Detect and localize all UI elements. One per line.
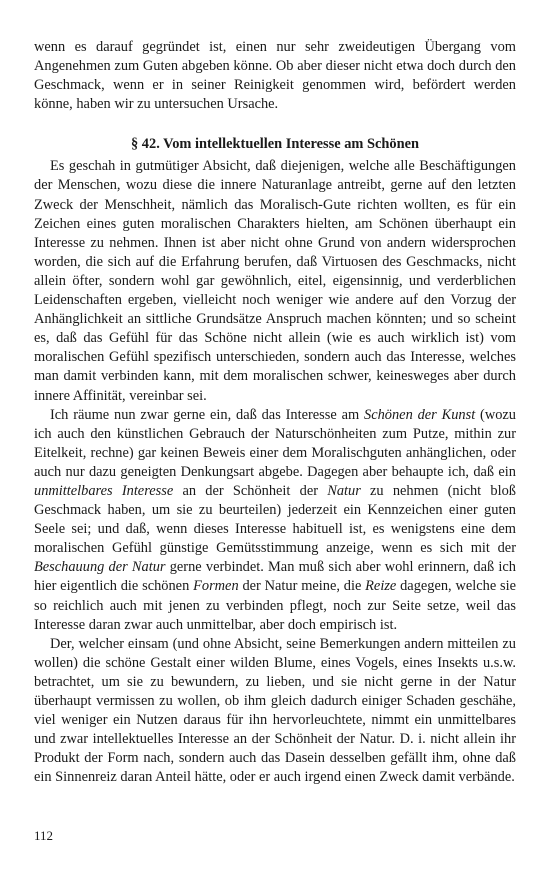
body-paragraph-2	[34, 406, 516, 635]
body-paragraph-3	[34, 635, 516, 788]
text-run: (wozu ich auch den künstlichen Gebrauch der Naturschönheiten zum Putze, mithin zur Eitelkeit, rechne) gar keinen Beweis einer dem Moralischguten anhänglichen, oder auch nur dazu geneigten Denkungsart abgebe. Dagegen aber behaupte ich, daß ein	[34, 406, 516, 480]
text-run: dagegen, welche sie so reichlich auch mit jenen zu verbinden pflegt, noch zur Seite setze, weil das Interesse daran zwar auch unmittelbar, aber doch empirisch ist.	[34, 578, 516, 633]
emphasized-text: unmittelbares Interesse	[34, 482, 174, 499]
section-heading: § 42. Vom intellektuellen Interesse am Schönen	[131, 136, 419, 153]
text-run: wenn es darauf gegründet ist, einen nur sehr zweideutigen Übergang vom Angenehmen zum Guten abgeben könne. Ob aber dieser nicht etwa doch durch den Geschmack, wenn er in seiner Reinigkeit genommen wird, befördert werden könne, haben wir zu untersuchen Ursache.	[34, 39, 516, 113]
emphasized-text: Schönen der Kunst	[364, 406, 476, 423]
body-paragraph-1	[34, 157, 516, 405]
text-run: gerne verbindet. Man muß sich aber wohl erinnern, daß ich hier eigentlich die schönen	[34, 559, 516, 595]
page-number: 112	[34, 828, 54, 843]
emphasized-text: Reize	[365, 578, 397, 595]
text-run: Der, welcher einsam (und ohne Absicht, seine Bemerkungen andern mitteilen zu wollen) die schöne Gestalt einer wilden Blume, eines Vogels, eines Insekts u.s.w. betrachtet, um sie zu bewundern, zu lieben, und sie nicht gerne in der Natur überhaupt vermissen zu wollen, ob ihm gleich dadurch einiger Schaden geschähe, viel weniger ein Nutzen daraus für ihn hervorleuchtete, nimmt ein unmittelbares und zwar intellektuelles Interesse an der Schönheit der Natur. D. i. nicht allein ihr Produkt der Form nach, sondern auch das Dasein desselben gefällt ihm, ohne daß ein Sinnenreiz daran Anteil hätte, oder er auch irgend einen Zweck damit verbände.	[34, 635, 516, 786]
paragraph-text	[34, 38, 516, 114]
text-run: an der Schönheit der	[173, 482, 328, 499]
emphasized-text: Beschauung der Natur	[34, 559, 166, 576]
text-run: Es geschah in gutmütiger Absicht, daß diejenigen, welche alle Beschäftigungen der Menschen, wozu diese die innere Naturanlage antreibt, gerne auf den letzten Zweck der Menschheit, nämlich das Moralisch-Gute richten wollten, es für ein Zeichen eines guten moralischen Charakters hielten, am Schönen überhaupt ein Interesse zu nehmen. Ihnen ist aber nicht ohne Grund von andern widersprochen worden, die sich auf die Erfahrung berufen, daß Virtuosen des Geschmacks, nicht allein öfter, sondern wohl gar gewöhnlich, eitel, eigensinnig, und verderblichen Leidenschaften ergeben, vielleicht noch weniger wie andere auf den Vorzug der Anhänglichkeit an sittliche Grundsätze Anspruch machen könnten; und so scheint es, daß das Gefühl für das Schöne nicht allein (wie es auch wirklich ist) vom moralischen Gefühl spezifisch unterschieden, sondern auch das Interesse, welches man damit verbinden kann, mit dem moralischen schwer, keinesweges aber durch innere Affinität, vereinbar sei.	[34, 158, 516, 404]
paragraph-text	[34, 635, 516, 788]
opening-paragraph	[34, 38, 516, 114]
text-run: der Natur meine, die	[238, 578, 366, 595]
emphasized-text: Formen	[193, 578, 239, 595]
text-run: Ich räume nun zwar gerne ein, daß das Interesse am	[50, 406, 365, 423]
paragraph-text	[34, 406, 516, 635]
emphasized-text: Natur	[327, 482, 361, 499]
paragraph-text	[34, 157, 516, 405]
book-page	[34, 38, 516, 787]
text-run: zu nehmen (nicht bloß Geschmack haben, um sie zu beurteilen) jederzeit ein Kennzeichen einer guten Seele sei; und daß, wenn dieses Interesse habituell ist, es wenigstens eine dem moralischen Gefühl günstige Gemütsstimmung anzeige, wenn es sich mit der	[34, 482, 516, 557]
